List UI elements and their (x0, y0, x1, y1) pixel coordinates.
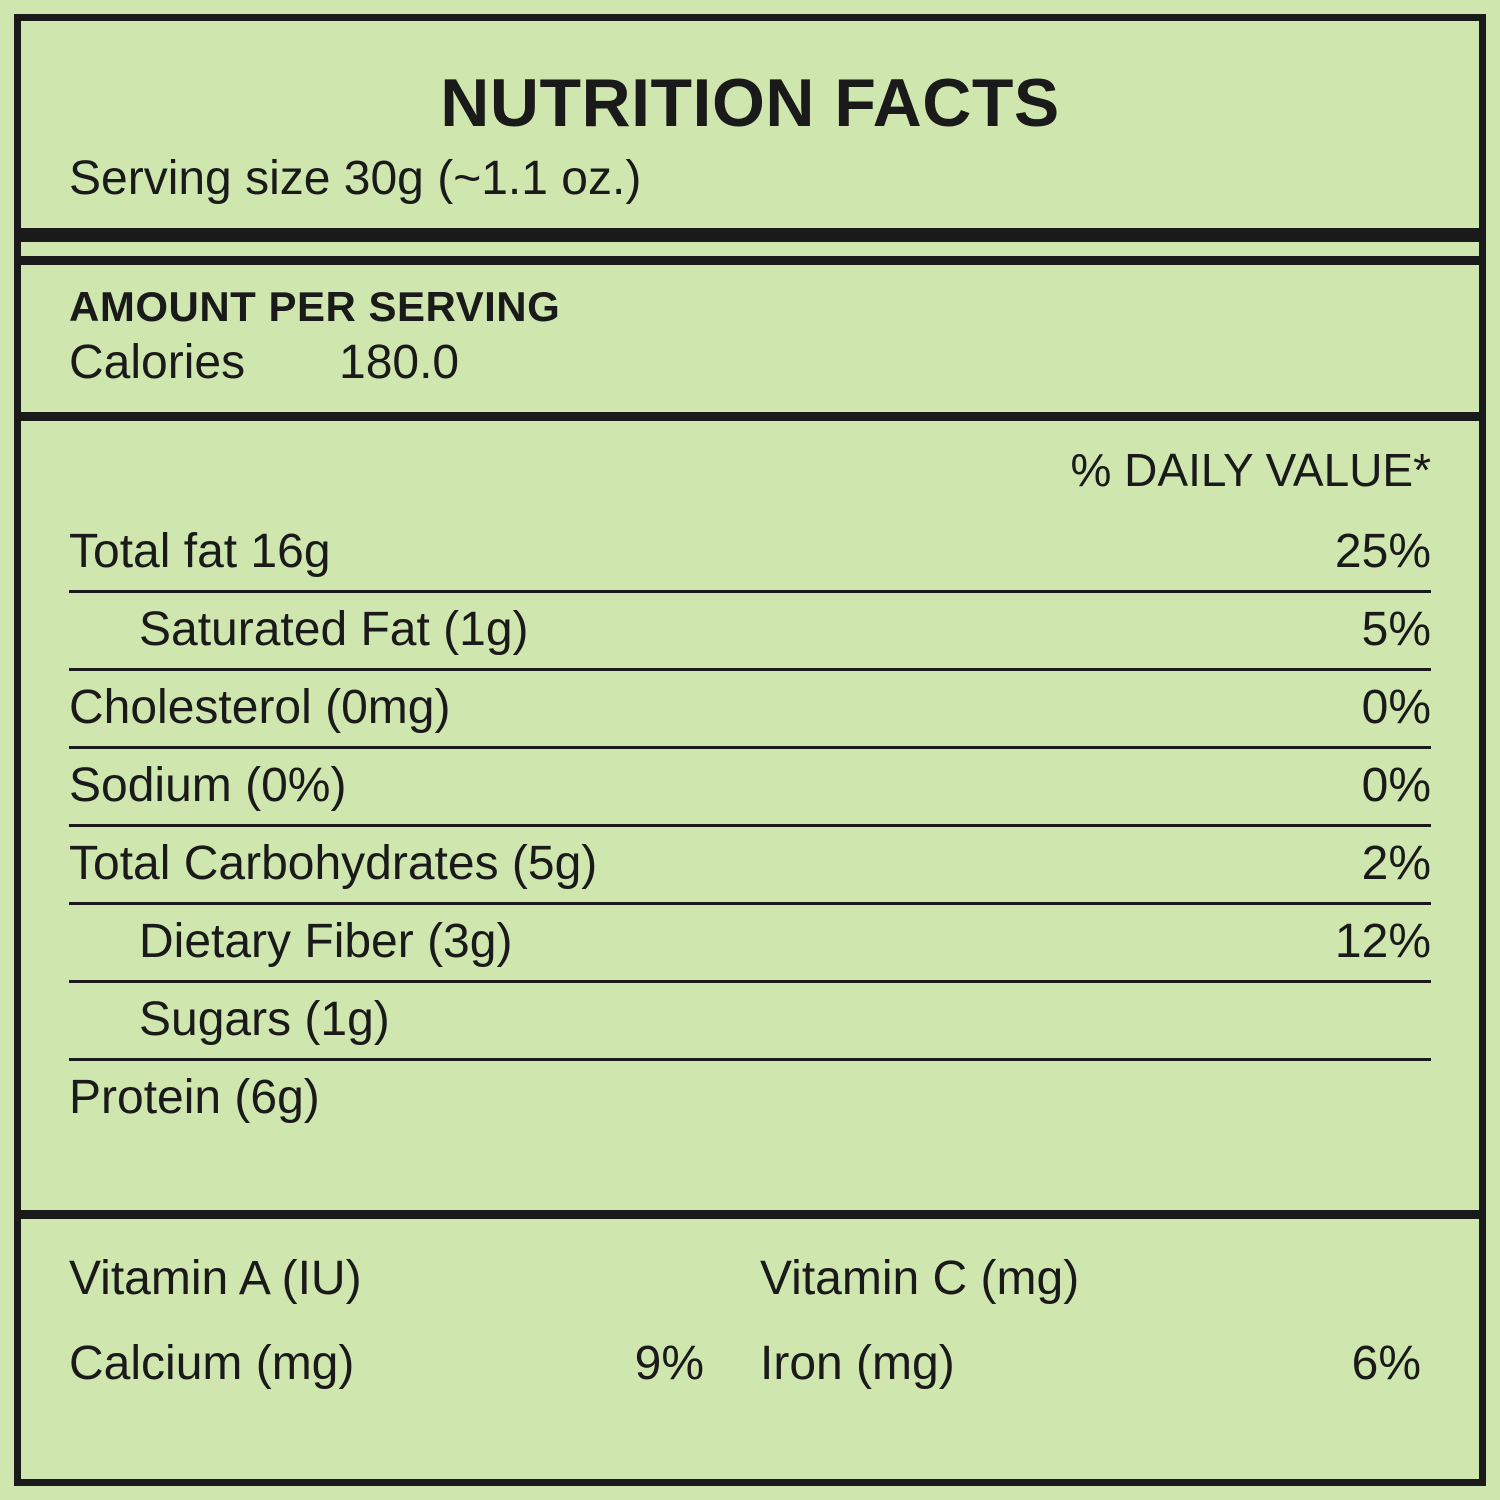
nutrient-row (69, 671, 1431, 746)
nutrient-name: Total fat 16g (69, 525, 331, 579)
nutrient-name: Sodium (0%) (69, 759, 347, 813)
nutrient-row (69, 515, 1431, 590)
vitamin-daily-value (1421, 1251, 1431, 1306)
vitamin-name: Iron (mg) (760, 1337, 955, 1391)
nutrient-row (69, 983, 1431, 1058)
vitamin-daily-value: 6% (1351, 1337, 1421, 1391)
calories-label: Calories (69, 336, 246, 390)
nutrient-daily-value: 2% (1361, 837, 1431, 891)
vitamin-row (69, 1322, 1431, 1407)
nutrition-facts-body (21, 21, 1479, 1479)
nutrient-daily-value: 12% (1334, 915, 1431, 969)
nutrient-row (69, 905, 1431, 980)
vitamin-daily-value: 9% (634, 1337, 704, 1391)
nutrient-list (69, 515, 1431, 1136)
nutrient-daily-value: 5% (1361, 603, 1431, 657)
daily-value-header: % DAILY VALUE* (1070, 444, 1431, 497)
vitamin-cell (750, 1336, 1431, 1391)
vitamin-block (69, 1219, 1431, 1407)
calories-value: 180.0 (339, 336, 460, 390)
nutrient-row (69, 1061, 1431, 1136)
nutrient-row (69, 593, 1431, 668)
nutrient-daily-value: 25% (1334, 525, 1431, 579)
calories-row (69, 335, 1431, 412)
spacer-after-serving (69, 242, 1431, 256)
vitamin-cell (69, 1251, 750, 1306)
vitamin-daily-value (704, 1251, 714, 1306)
serving-size-text: Serving size 30g (~1.1 oz.) (69, 152, 642, 205)
nutrition-facts-panel (14, 14, 1486, 1486)
nutrient-name: Dietary Fiber (3g) (139, 915, 513, 969)
nutrient-name: Protein (6g) (69, 1071, 320, 1125)
page-title: NUTRITION FACTS (440, 65, 1060, 141)
vitamin-cell (750, 1251, 1431, 1306)
divider-thick-top (21, 228, 1479, 242)
nutrient-name: Total Carbohydrates (5g) (69, 837, 598, 891)
vitamin-cell (69, 1336, 750, 1391)
nutrient-name: Cholesterol (0mg) (69, 681, 451, 735)
vitamin-name: Vitamin A (IU) (69, 1252, 362, 1306)
divider-med-vitamins (21, 1210, 1479, 1219)
nutrient-daily-value: 0% (1361, 681, 1431, 735)
vitamin-row (69, 1237, 1431, 1322)
amount-per-serving-heading: AMOUNT PER SERVING (69, 283, 561, 331)
nutrient-name: Saturated Fat (1g) (139, 603, 529, 657)
nutrient-daily-value: 0% (1361, 759, 1431, 813)
blank-row (69, 1136, 1431, 1210)
divider-med-dv (21, 412, 1479, 421)
nutrient-name: Sugars (1g) (139, 993, 390, 1047)
nutrient-row (69, 827, 1431, 902)
divider-med-amount (21, 256, 1479, 265)
vitamin-name: Vitamin C (mg) (760, 1252, 1080, 1306)
vitamin-name: Calcium (mg) (69, 1337, 355, 1391)
nutrient-row (69, 749, 1431, 824)
